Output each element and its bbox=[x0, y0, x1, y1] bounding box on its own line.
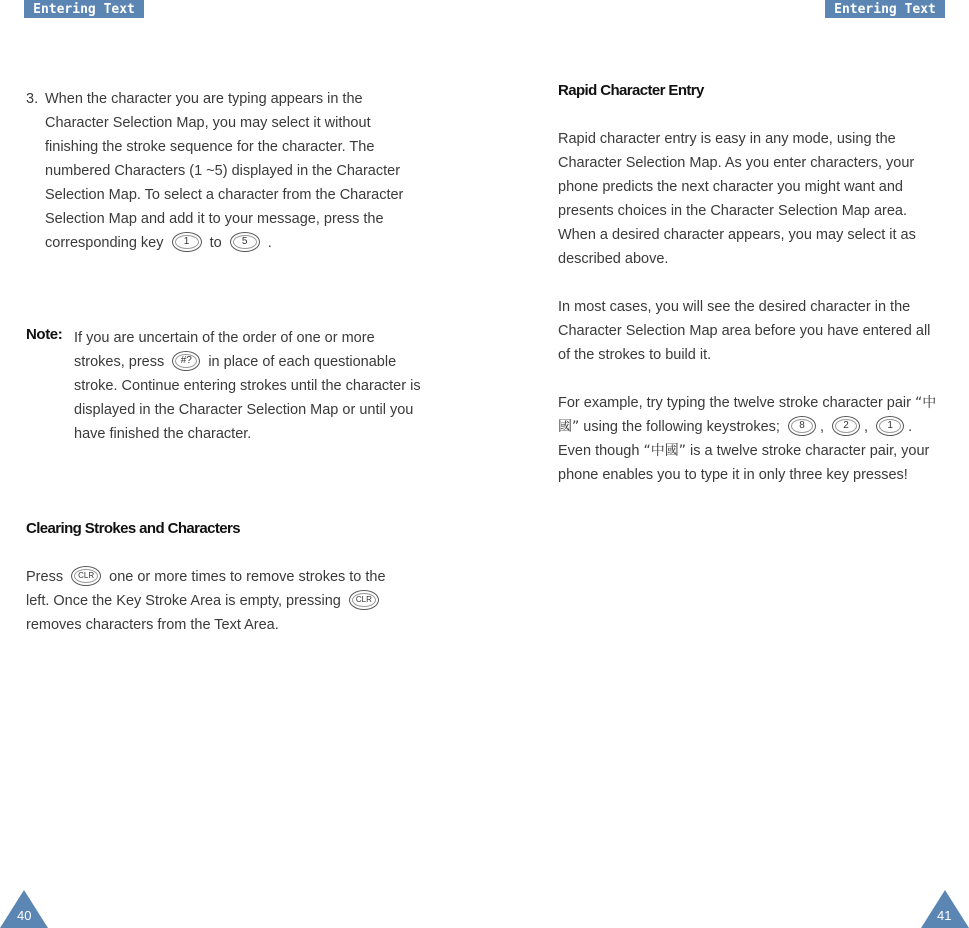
example-text-c: . Even though bbox=[558, 419, 913, 459]
clearing-heading: Clearing Strokes and Characters bbox=[26, 520, 240, 537]
step-3-connector: to bbox=[209, 235, 222, 251]
page-number-right-text: 41 bbox=[937, 908, 952, 923]
clearing-text-middle: one or more times to remove strokes to the left. Once the Key Stroke Area is empty, pressing bbox=[26, 569, 386, 609]
rapid-para-1: Rapid character entry is easy in any mode, using the Character Selection Map. As you enter characters, your phone predicts the next character you might want and presents choices in the Character Selection Map area. When a desired character appears, you may select it as described above. bbox=[558, 131, 916, 267]
clearing-text-end: removes characters from the Text Area. bbox=[26, 617, 279, 633]
example-text-b: using the following keystrokes; bbox=[583, 419, 780, 435]
page-number-left bbox=[0, 890, 48, 928]
cjk-pair-2: “中國” bbox=[643, 443, 686, 459]
key-8-icon: 8 bbox=[788, 416, 816, 436]
sep-2: , bbox=[864, 419, 869, 435]
example-text-d: is a twelve stroke character pair, your phone enables you to type it in only three key presses! bbox=[558, 443, 930, 483]
clr-key-icon-2: CLR bbox=[349, 590, 379, 610]
sep-1: , bbox=[819, 419, 825, 435]
note-label: Note: bbox=[26, 326, 63, 343]
header-tab-left: Entering Text bbox=[24, 0, 144, 18]
step-3-text: When the character you are typing appears in the Character Selection Map, you may select it without finishing the stroke sequence for the character. The numbered Characters (1 ~5) displayed in the Character Selection Map. To select a character from the Character Selection Map and add it to your message, press the corresponding key bbox=[45, 91, 404, 251]
rapid-para-3 bbox=[558, 391, 948, 487]
clr-key-icon: CLR bbox=[71, 566, 101, 586]
note-text-before: If you are uncertain of the order of one or more strokes, press bbox=[74, 330, 375, 370]
key-2-icon: 2 bbox=[832, 416, 860, 436]
note-text-after: in place of each questionable stroke. Continue entering strokes until the character is displayed in the Character Selection Map or until you have finished the character. bbox=[74, 354, 421, 442]
key-5-icon: 5 bbox=[230, 232, 260, 252]
header-tab-right: Entering Text bbox=[825, 0, 945, 18]
note-body bbox=[74, 326, 424, 446]
pound-key-icon: #? bbox=[172, 351, 200, 371]
page-number-right bbox=[921, 890, 969, 928]
clearing-press: Press bbox=[26, 569, 64, 585]
clearing-paragraph bbox=[26, 565, 401, 637]
rapid-para-2: In most cases, you will see the desired character in the Character Selection Map area before you have entered all of the strokes to build it. bbox=[558, 299, 931, 363]
cjk-pair: “中國” bbox=[558, 395, 937, 435]
page-number-left-text: 40 bbox=[17, 908, 32, 923]
key-1-icon-right: 1 bbox=[876, 416, 904, 436]
step-3-paragraph bbox=[26, 87, 416, 255]
key-1-icon: 1 bbox=[172, 232, 202, 252]
rapid-entry-heading: Rapid Character Entry bbox=[558, 82, 704, 99]
example-text-a: For example, try typing the twelve stroke character pair bbox=[558, 395, 911, 411]
note-block bbox=[26, 326, 426, 442]
step-number: 3. bbox=[26, 91, 39, 107]
step-3-trailing: . bbox=[267, 235, 272, 251]
